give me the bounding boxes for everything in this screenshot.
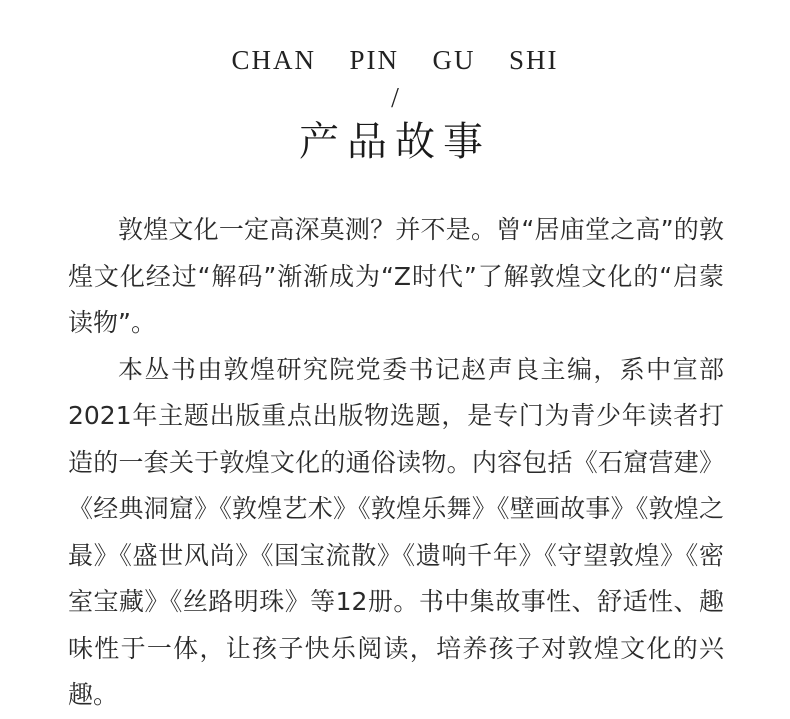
slash-divider: / — [391, 83, 399, 114]
page-title: 产品故事 — [299, 119, 491, 165]
paragraph-intro: 敦煌文化一定高深莫测？并不是。曾“居庙堂之高”的敦煌文化经过“解码”渐渐成为“Z时代”了解敦煌文化的“启蒙读物”。 — [68, 215, 724, 337]
paragraph-series: 本丛书由敦煌研究院党委书记赵声良主编，系中宣部2021年主题出版重点出版物选题，是专门为青少年读者打造的一套关于敦煌文化的通俗读物。内容包括《石窟营建》《经典洞窟》《敦煌艺术》《敦煌乐舞》《壁画故事》《敦煌之最》《盛世风尚》《国宝流散》《遗响千年》《守望敦煌》《密室宝藏》《丝路明珠》等12册。书中集故事性、舒适性、趣味性于一体，让孩子快乐阅读，培养孩子对敦煌文化的兴趣。 — [68, 354, 724, 709]
section-header — [0, 44, 790, 168]
pinyin-heading: CHAN PIN GU SHI — [231, 45, 559, 75]
story-body — [68, 207, 724, 719]
